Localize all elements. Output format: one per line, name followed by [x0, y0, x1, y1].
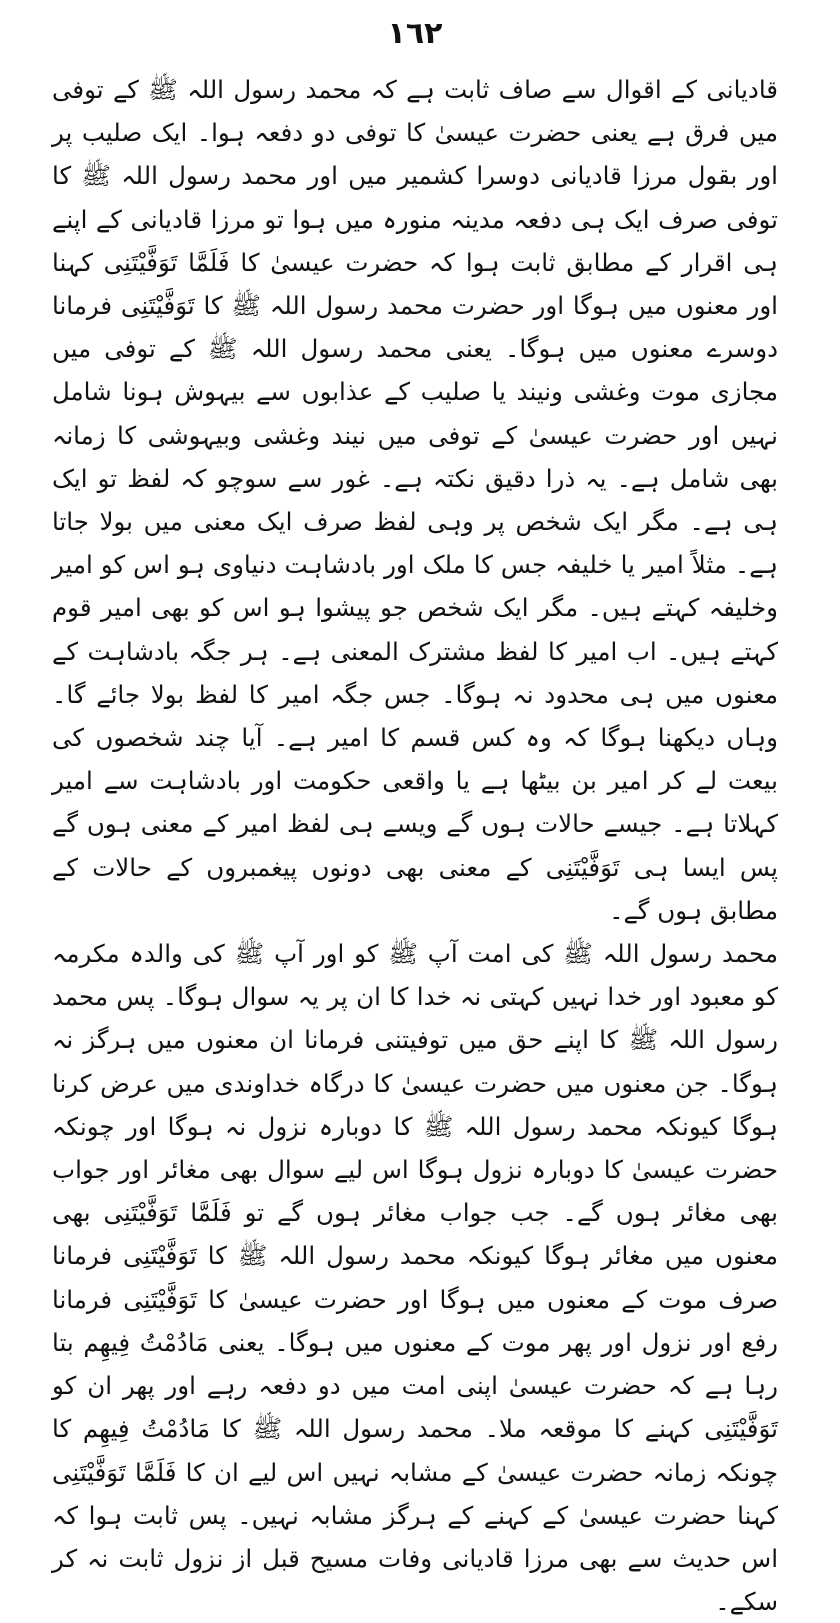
page-body [52, 68, 778, 1623]
page-number: ١٦٢ [387, 16, 443, 51]
paragraph-1: قادیانی کے اقوال سے صاف ثابت ہے کہ محمد رسول اللہ ﷺ کے توفی میں فرق ہے یعنی حضرت عیسیٰ کا توفی دو دفعہ ہوا۔ ایک صلیب پر اور بقول مرزا قادیانی دوسرا کشمیر میں اور محمد رسول اللہ ﷺ کا توفی صرف ایک ہی دفعہ مدینہ منورہ میں ہوا تو مرزا قادیانی کے اپنے ہی اقرار کے مطابق ثابت ہوا کہ حضرت عیسیٰ کا فَلَمَّا تَوَفَّیْتَنِی کہنا اور معنوں میں ہوگا اور حضرت محمد رسول اللہ ﷺ کا تَوَفَّیْتَنِی فرمانا دوسرے معنوں میں ہوگا۔ یعنی محمد رسول اللہ ﷺ کے توفی میں مجازی موت وغشی ونیند یا صلیب کے عذابوں سے بیہوش ہونا شامل نہیں اور حضرت عیسیٰ کے توفی میں نیند وغشی وبیہوشی کا زمانہ بھی شامل ہے۔ یہ ذرا دقیق نکتہ ہے۔ غور سے سوچو کہ لفظ تو ایک ہی ہے۔ مگر ایک شخص پر وہی لفظ صرف ایک معنی میں بولا جاتا ہے۔ مثلاً امیر یا خلیفہ جس کا ملک اور بادشاہت دنیاوی ہو اس کو امیر وخلیفہ کہتے ہیں۔ مگر ایک شخص جو پیشوا ہو اس کو بھی امیر قوم کہتے ہیں۔ اب امیر کا لفظ مشترک المعنی ہے۔ ہر جگہ بادشاہت کے معنوں میں ہی محدود نہ ہوگا۔ جس جگہ امیر کا لفظ بولا جائے گا۔ وہاں دیکھنا ہوگا کہ وہ کس قسم کا امیر ہے۔ آیا چند شخصوں کی بیعت لے کر امیر بن بیٹھا ہے یا واقعی حکومت اور بادشاہت سے امیر کہلاتا ہے۔ جیسے حالات ہوں گے ویسے ہی لفظ امیر کے معنی ہوں گے پس ایسا ہی تَوَفَّیْتَنِی کے معنی بھی دونوں پیغمبروں کے حالات کے مطابق ہوں گے۔ [52, 75, 778, 925]
paragraph-2: محمد رسول اللہ ﷺ کی امت آپ ﷺ کو اور آپ ﷺ کی والدہ مکرمہ کو معبود اور خدا نہیں کہتی نہ خدا کا ان پر یہ سوال ہوگا۔ پس محمد رسول اللہ ﷺ کا اپنے حق میں توفیتنی فرمانا ان معنوں میں ہرگز نہ ہوگا۔ جن معنوں میں حضرت عیسیٰ کا درگاہ خداوندی میں عرض کرنا ہوگا کیونکہ محمد رسول اللہ ﷺ کا دوبارہ نزول نہ ہوگا اور چونکہ حضرت عیسیٰ کا دوبارہ نزول ہوگا اس لیے سوال بھی مغائر اور جواب بھی مغائر ہوں گے۔ جب جواب مغائر ہوں گے تو فَلَمَّا تَوَفَّیْتَنِی بھی معنوں میں مغائر ہوگا کیونکہ محمد رسول اللہ ﷺ کا تَوَفَّیْتَنِی فرمانا صرف موت کے معنوں میں ہوگا اور حضرت عیسیٰ کا تَوَفَّیْتَنِی فرمانا رفع اور نزول اور پھر موت کے معنوں میں ہوگا۔ یعنی مَادُمْتُ فِیهِم بتا رہا ہے کہ حضرت عیسیٰ اپنی امت میں دو دفعہ رہے اور پھر ان کو تَوَفَّیْتَنِی کہنے کا موقعہ ملا۔ محمد رسول اللہ ﷺ کا مَادُمْتُ فِیهِم کا چونکہ زمانہ حضرت عیسیٰ کے مشابہ نہیں اس لیے ان کا فَلَمَّا تَوَفَّیْتَنِی کہنا حضرت عیسیٰ کے کہنے کے ہرگز مشابہ نہیں۔ پس ثابت ہوا کہ اس حدیث سے بھی مرزا قادیانی وفات مسیح قبل از نزول ثابت نہ کر سکے۔ [52, 939, 778, 1617]
